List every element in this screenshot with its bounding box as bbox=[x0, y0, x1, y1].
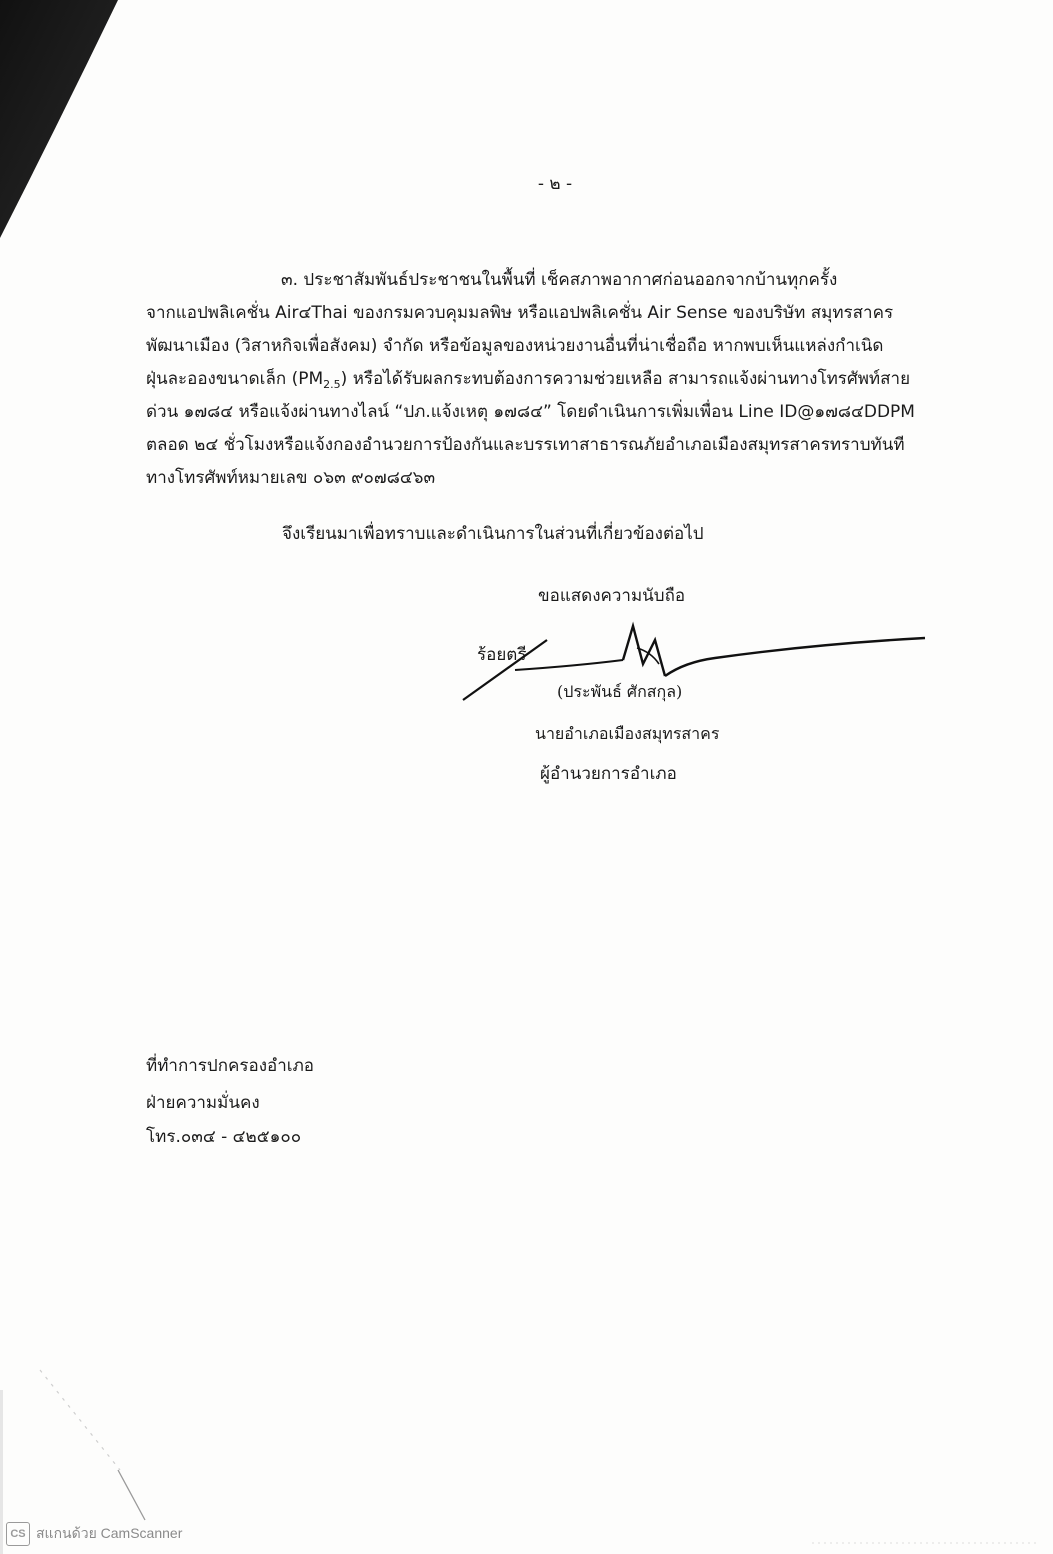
closing-sentence: จึงเรียนมาเพื่อทราบและดำเนินการในส่วนที่เกี่ยวข้องต่อไป bbox=[282, 524, 704, 544]
paragraph-line-pm bbox=[146, 363, 915, 396]
body-paragraph bbox=[146, 264, 915, 495]
director-title: ผู้อำนวยการอำเภอ bbox=[540, 764, 677, 784]
footer-phone: โทร.๐๓๔ - ๔๒๕๑๐๐ bbox=[146, 1127, 302, 1147]
paragraph-line: ๓. ประชาสัมพันธ์ประชาชนในพื้นที่ เช็คสภาพอากาศก่อนออกจากบ้านทุกครั้ง bbox=[281, 270, 838, 290]
paragraph-line: ทางโทรศัพท์หมายเลข ๐๖๓ ๙๐๗๘๔๖๓ bbox=[146, 468, 436, 488]
camscanner-label: สแกนด้วย CamScanner bbox=[36, 1525, 183, 1541]
paragraph-line: จากแอปพลิเคชั่น Air๔Thai ของกรมควบคุมมลพิษ หรือแอปพลิเคชั่น Air Sense ของบริษัท สมุทรสาคร bbox=[146, 303, 894, 323]
paragraph-line: พัฒนาเมือง (วิสาหกิจเพื่อสังคม) จำกัด หรือข้อมูลของหน่วยงานอื่นที่น่าเชื่อถือ หากพบเห็นแหล่งกำเนิด bbox=[146, 336, 884, 356]
camscanner-logo-icon: CS bbox=[6, 1522, 30, 1546]
dust-prefix: ฝุ่นละอองขนาดเล็ก (PM bbox=[146, 369, 324, 389]
pm-subscript: 2.5 bbox=[323, 378, 341, 391]
footer-office: ที่ทำการปกครองอำเภอ bbox=[146, 1056, 315, 1076]
page-number: - ๒ - bbox=[537, 174, 573, 194]
footer-section: ฝ่ายความมั่นคง bbox=[146, 1093, 260, 1113]
handwritten-signature bbox=[455, 618, 935, 708]
signature-rank: ร้อยตรี bbox=[477, 645, 527, 665]
camscanner-watermark bbox=[6, 1522, 182, 1546]
position-title: นายอำเภอเมืองสมุทรสาคร bbox=[535, 724, 720, 743]
dust-suffix: ) bbox=[340, 369, 348, 389]
printed-name: (ประพันธ์ ศักสกุล) bbox=[557, 682, 683, 701]
paragraph-line: ตลอด ๒๔ ชั่วโมงหรือแจ้งกองอำนวยการป้องกันและบรรเทาสาธารณภัยอำเภอเมืองสมุทรสาครทราบทันที bbox=[146, 435, 905, 455]
scan-corner-shadow bbox=[0, 0, 130, 240]
regards-text: ขอแสดงความนับถือ bbox=[538, 586, 686, 606]
paragraph-line: ด่วน ๑๗๘๔ หรือแจ้งผ่านทางไลน์ “ปภ.แจ้งเหตุ ๑๗๘๔” โดยดำเนินการเพิ่มเพื่อน Line ID@๑๗๘๔DDPM bbox=[146, 402, 915, 422]
paragraph-line-rest: หรือได้รับผลกระทบต้องการความช่วยเหลือ สามารถแจ้งผ่านทางโทรศัพท์สาย bbox=[352, 369, 911, 389]
